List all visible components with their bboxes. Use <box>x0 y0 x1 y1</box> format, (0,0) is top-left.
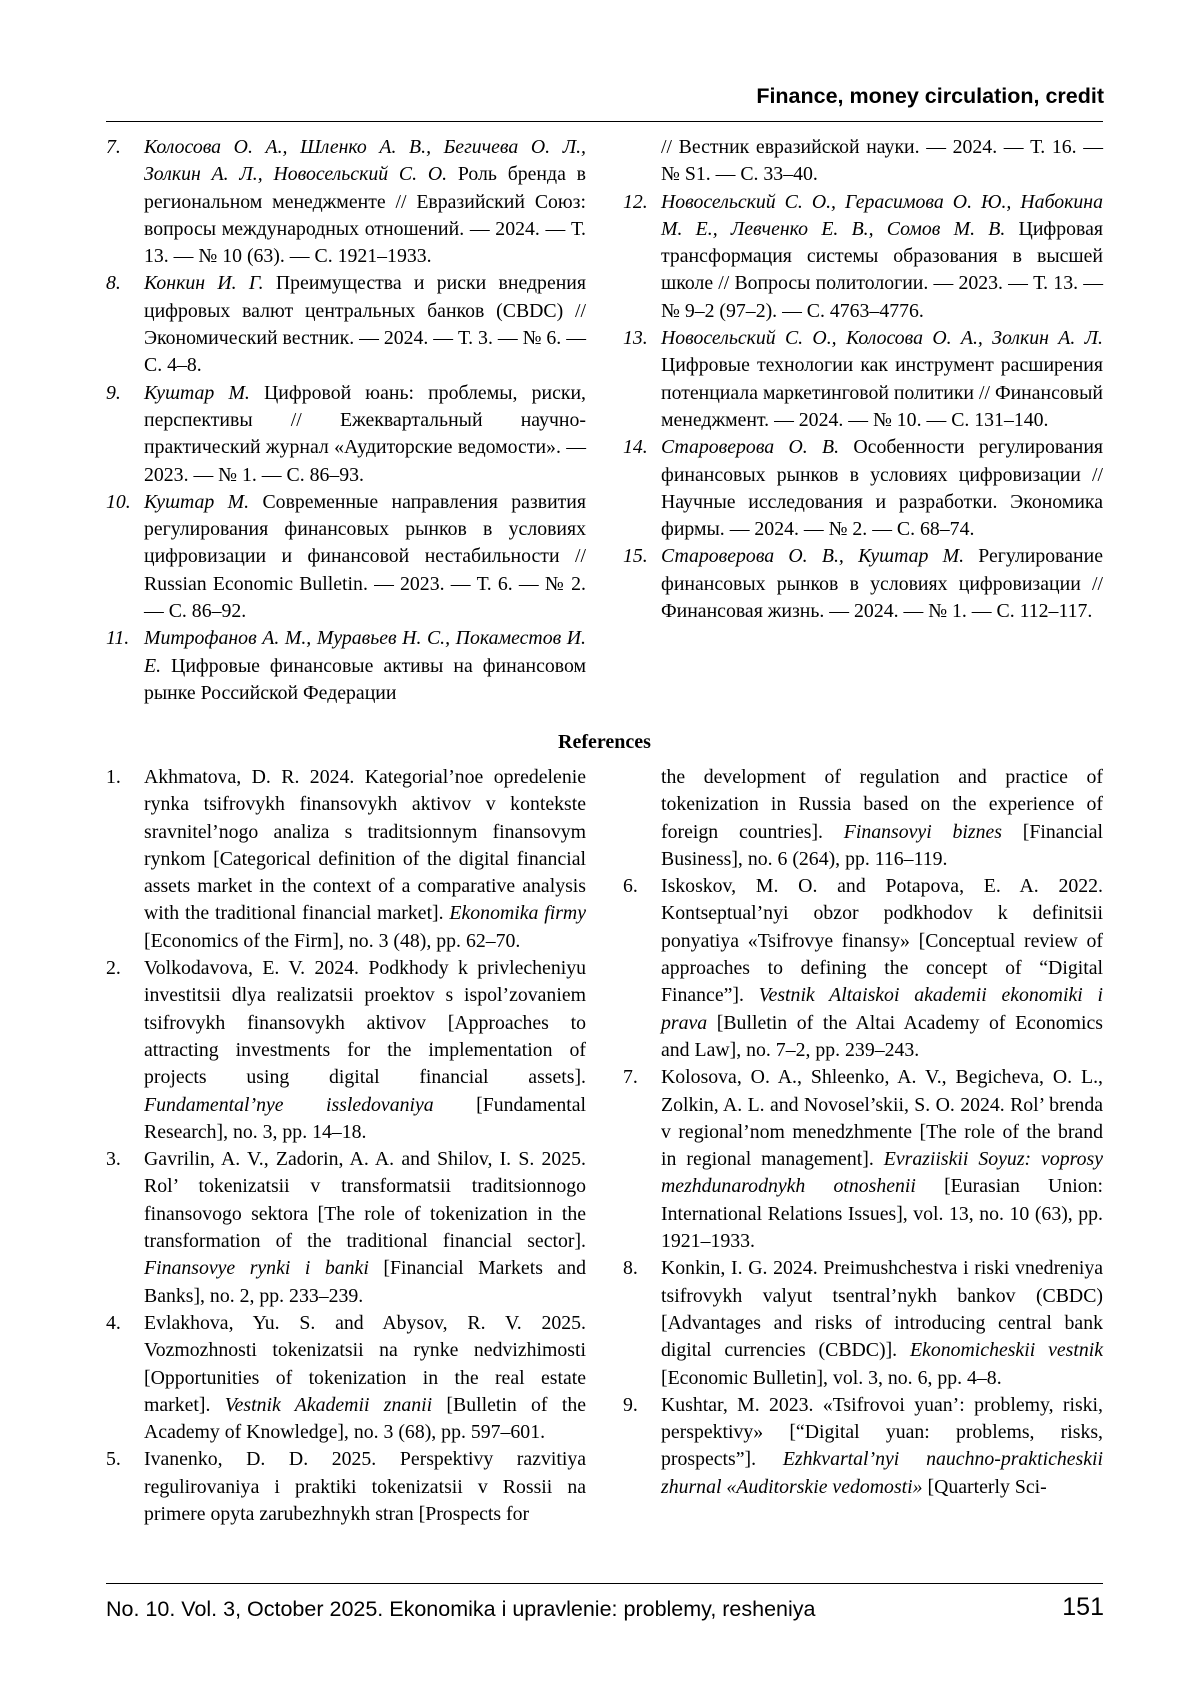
reference-text <box>661 543 1103 625</box>
reference-title: Регулирование финансовых рынков в условиях цифровизации // Финансовая жизнь. — 2024. — № 1. — С. 112–117. <box>661 545 1103 623</box>
running-head: Finance, money circulation, credit <box>756 84 1104 108</box>
russian-references-left-column <box>106 134 586 707</box>
reference-continuation: // Вестник евразийской науки. — 2024. — Т. 16. — № S1. — С. 33–40. <box>661 136 1103 186</box>
page-number: 151 <box>1062 1593 1104 1621</box>
reference-text <box>661 1392 1103 1501</box>
reference-authors: Конкин И. Г. <box>144 272 264 295</box>
reference-number: 4. <box>106 1311 121 1334</box>
reference-journal: Ekonomika firmy <box>449 902 586 925</box>
reference-item <box>106 134 586 270</box>
reference-item <box>623 543 1103 625</box>
reference-details: [Quarterly Sci- <box>922 1475 1047 1498</box>
english-references-left-column <box>106 764 586 1528</box>
reference-item <box>623 1392 1103 1501</box>
reference-journal: Finansovye rynki i banki <box>144 1257 369 1280</box>
reference-citation: Kolosova, O. A., Shleenko, A. V., Begicheva, O. L., Zolkin, A. L. and Novosel’skii, S. O. 2024. Rol’ brenda v regional’nom menedzhmente [The role of the brand in regional management]. <box>661 1066 1103 1171</box>
reference-item <box>623 325 1103 434</box>
reference-number: 5. <box>106 1448 121 1471</box>
reference-item <box>106 489 586 625</box>
header-rule <box>106 121 1103 122</box>
reference-authors: Новосельский С. О., Колосова О. А., Золкин А. Л. <box>661 327 1103 350</box>
reference-authors: Митрофанов А. М., Муравьев Н. С., Покаместов И. Е. <box>144 627 586 677</box>
reference-citation: Konkin, I. G. 2024. Preimushchestva i riski vnedreniya tsifrovykh valyut tsentral’nykh bankov (CBDC) [Advantages and risks of introducing central bank digital currencies (CBDC)]. <box>661 1257 1103 1362</box>
reference-number: 13. <box>623 327 648 350</box>
reference-text <box>144 380 586 489</box>
reference-number: 3. <box>106 1148 121 1171</box>
reference-journal: Evraziiskii Soyuz: voprosy mezhdunarodnykh otnoshenii <box>661 1148 1103 1198</box>
reference-authors: Староверова О. В. <box>661 436 840 459</box>
reference-number: 10. <box>106 490 131 513</box>
reference-details: [Fundamental Research], no. 3, pp. 14–18. <box>144 1093 586 1143</box>
reference-item <box>623 873 1103 1064</box>
reference-details: [Bulletin of the Academy of Knowledge], no. 3 (68), pp. 597–601. <box>144 1393 586 1444</box>
reference-number: 2. <box>106 957 121 980</box>
reference-item <box>623 189 1103 325</box>
reference-details: [Economic Bulletin], vol. 3, no. 6, pp. 4–8. <box>661 1366 1002 1389</box>
reference-item <box>623 434 1103 543</box>
reference-number: 7. <box>106 136 121 158</box>
reference-title: Особенности регулирования финансовых рынков в условиях цифровизации // Научные исследования и разработки. Экономика фирмы. — 2024. — № 2. — С. 68–74. <box>661 436 1103 541</box>
reference-title: Цифровые финансовые активы на финансовом рынке Российской Федерации <box>144 654 586 704</box>
reference-text <box>144 1146 586 1310</box>
reference-number: 9. <box>106 381 121 404</box>
reference-number: 9. <box>623 1393 638 1416</box>
reference-continuation: the development of regulation and practice of tokenization in Russia based on the experience of foreign countries]. Finansovyi biznes [Financial Business], no. 6 (264), pp. 116–119. <box>661 766 1103 870</box>
reference-authors: Куштар М. <box>144 490 250 513</box>
reference-citation: Iskoskov, M. O. and Potapova, E. A. 2022. Kontseptual’nyi obzor podkhodov k definitsii ponyatiya «Tsifrovye finansy» [Conceptual review of approaches to defining the concept of “Digital Finance”]. <box>661 875 1103 1007</box>
reference-text <box>144 764 586 955</box>
reference-authors: Новосельский С. О., Герасимова О. Ю., Набокина М. Е., Левченко Е. В., Сомов М. В. <box>661 190 1103 240</box>
reference-authors: Куштар М. <box>144 381 250 404</box>
reference-item <box>106 1446 586 1528</box>
reference-authors: Староверова О. В., Куштар М. <box>661 545 965 568</box>
reference-citation: Akhmatova, D. R. 2024. Kategorial’noe opredelenie rynka tsifrovykh finansovykh aktivov v kontekste sravnitel’nogo analiza s traditsionnym finansovym rynkom [Categorical definition of the digital financial assets market in the context of a comparative analysis with the traditional financial market]. <box>144 766 586 925</box>
reference-journal: Fundamental’nye issledovaniya <box>144 1093 434 1116</box>
reference-number: 8. <box>106 272 121 295</box>
reference-details: [Economics of the Firm], no. 3 (48), pp. 62–70. <box>144 929 521 952</box>
reference-text <box>661 325 1103 434</box>
reference-number: 15. <box>623 545 648 568</box>
reference-text <box>144 134 586 270</box>
footer-rule <box>106 1583 1103 1584</box>
reference-citation: Gavrilin, A. V., Zadorin, A. A. and Shilov, I. S. 2025. Rol’ tokenizatsii v transformatsii traditsionnogo finansovogo sektora [The role of tokenization in the transformation of the traditional financial sector]. <box>144 1148 586 1253</box>
references-heading: References <box>558 731 651 753</box>
reference-number: 11. <box>106 627 130 650</box>
reference-title: Преимущества и риски внедрения цифровых валют центральных банков (CBDC) // Экономический вестник. — 2024. — Т. 3. — № 6. — С. 4–8. <box>144 272 586 377</box>
reference-text <box>661 434 1103 543</box>
reference-citation: Kushtar, M. 2023. «Tsifrovoi yuan’: problemy, riski, perspektivy» [“Digital yuan: problems, risks, prospects”]. <box>661 1393 1103 1471</box>
reference-title: Цифровая трансформация системы образования в высшей школе // Вопросы политологии. — 2023. — Т. 13. — № 9–2 (97–2). — С. 4763–4776. <box>661 217 1103 322</box>
journal-issue-info: No. 10. Vol. 3, October 2025. Ekonomika i upravlenie: problemy, resheniya <box>106 1597 816 1621</box>
reference-item <box>623 1255 1103 1391</box>
english-references-right-column <box>623 764 1103 1501</box>
reference-details: [Financial Markets and Banks], no. 2, pp. 233–239. <box>144 1257 586 1307</box>
reference-text <box>661 189 1103 325</box>
reference-item <box>106 380 586 489</box>
reference-details: [Eurasian Union: International Relations Issues], vol. 13, no. 10 (63), pp. 1921–1933. <box>661 1175 1103 1253</box>
russian-references-right-column <box>623 134 1103 625</box>
reference-text <box>661 1255 1103 1391</box>
reference-number: 7. <box>623 1066 638 1089</box>
reference-journal: Vestnik Akademii znanii <box>224 1393 433 1416</box>
reference-citation: Ivanenko, D. D. 2025. Perspektivy razvitiya regulirovaniya i praktiki tokenizatsii v Rossii na primere opyta zarubezhnykh stran [Prospects for <box>144 1448 586 1526</box>
reference-number: 8. <box>623 1257 638 1280</box>
reference-text <box>144 1446 586 1528</box>
reference-text <box>144 489 586 625</box>
reference-title: Роль бренда в региональном менеджменте // Евразийский Союз: вопросы международных отношений. — 2024. — Т. 13. — № 10 (63). — С. 1921–1933. <box>144 163 586 268</box>
reference-number: 14. <box>623 436 648 459</box>
reference-text <box>144 1310 586 1446</box>
reference-number: 6. <box>623 875 638 898</box>
reference-text <box>144 625 586 707</box>
reference-citation: Evlakhova, Yu. S. and Abysov, R. V. 2025. Vozmozhnosti tokenizatsii na rynke nedvizhimosti [Opportunities of tokenization in the real estate market]. <box>144 1311 586 1416</box>
reference-citation: Volkodavova, E. V. 2024. Podkhody k privlecheniyu investitsii dlya realizatsii proektov s ispol’zovaniem tsifrovykh finansovykh aktivov [Approaches to attracting investments for the implementation of projects using digital financial assets]. <box>144 957 586 1089</box>
reference-journal: Vestnik Altaiskoi akademii ekonomiki i prava <box>661 984 1103 1034</box>
reference-text <box>661 1064 1103 1255</box>
reference-item <box>106 1310 586 1446</box>
reference-item <box>106 764 586 955</box>
reference-text <box>144 270 586 379</box>
reference-title: Современные направления развития регулирования финансовых рынков в условиях цифровизации и финансовой нестабильности // Russian Economic Bulletin. — 2023. — Т. 6. — № 2. — С. 86–92. <box>144 490 586 623</box>
reference-journal: Ekonomicheskii vestnik <box>909 1339 1103 1362</box>
reference-number: 1. <box>106 766 121 788</box>
reference-journal: Ezhkvartal’nyi nauchno-prakticheskii zhurnal «Auditorskie vedomosti» <box>661 1448 1103 1498</box>
reference-text <box>661 873 1103 1064</box>
reference-number: 12. <box>623 190 648 213</box>
reference-item <box>106 1146 586 1310</box>
reference-item <box>106 270 586 379</box>
reference-title: Цифровой юань: проблемы, риски, перспективы // Ежеквартальный научно-практический журнал «Аудиторские ведомости». — 2023. — № 1. — С. 86–93. <box>144 381 586 486</box>
reference-item <box>106 955 586 1146</box>
reference-authors: Колосова О. А., Шленко А. В., Бегичева О. Л., Золкин А. Л., Новосельский С. О. <box>144 136 586 186</box>
reference-item <box>623 1064 1103 1255</box>
reference-details: [Bulletin of the Altai Academy of Economics and Law], no. 7–2, pp. 239–243. <box>661 1011 1103 1061</box>
reference-text <box>144 955 586 1146</box>
reference-title: Цифровые технологии как инструмент расширения потенциала маркетинговой политики // Финансовый менеджмент. — 2024. — № 10. — С. 131–140. <box>661 354 1103 431</box>
reference-item <box>106 625 586 707</box>
